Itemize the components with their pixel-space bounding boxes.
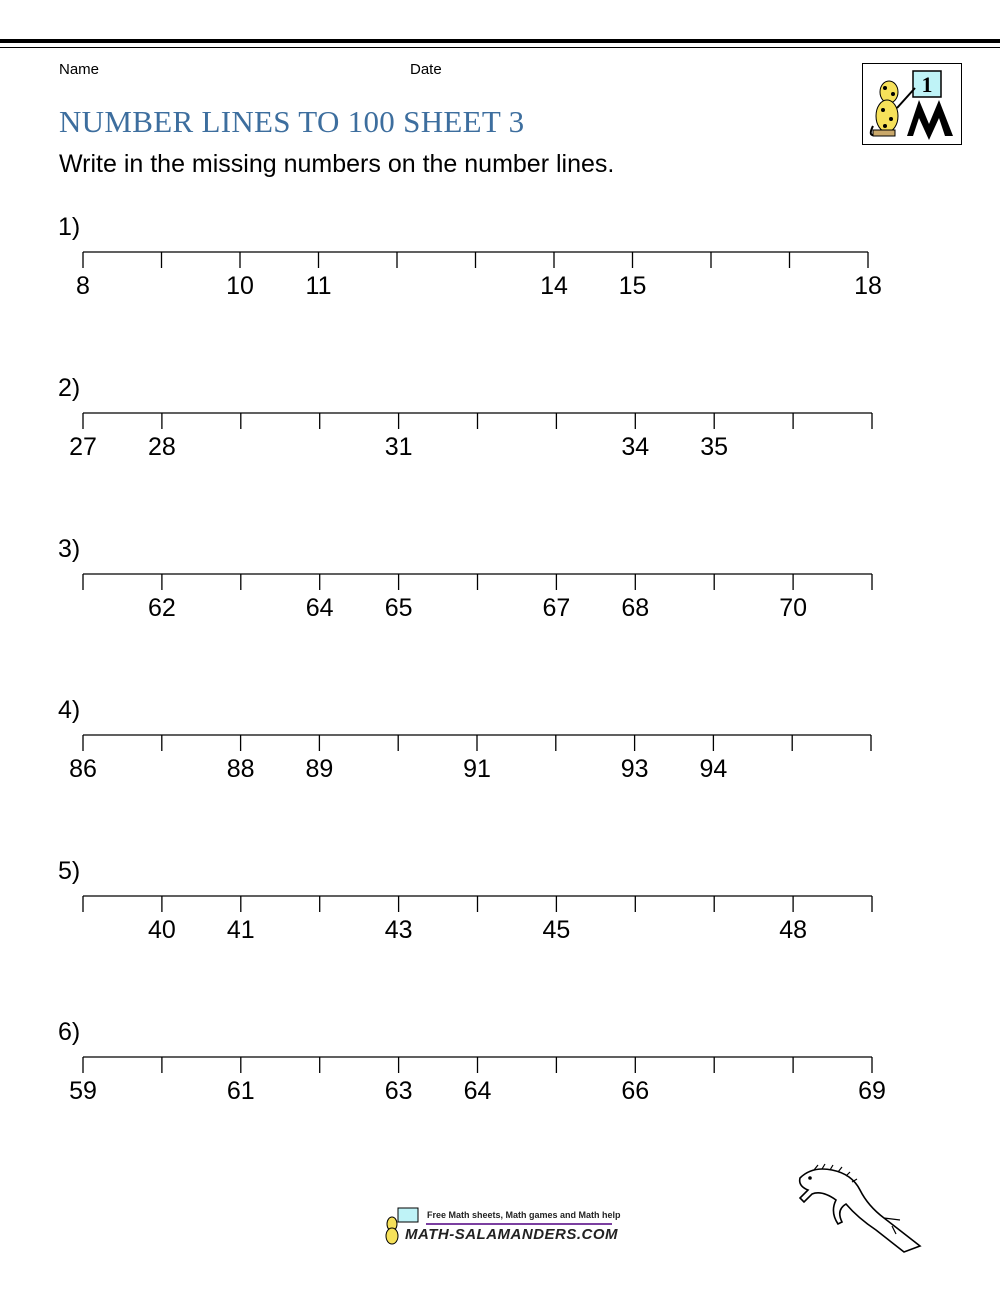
tick-label: 62 [147, 594, 176, 622]
tick-label: 61 [226, 1077, 255, 1105]
tick-label: 63 [384, 1077, 413, 1105]
tick-label: 11 [305, 272, 332, 300]
tick-label: 69 [858, 1077, 886, 1105]
tick-label: 68 [621, 594, 650, 622]
missing-number-blank[interactable] [221, 433, 261, 461]
missing-number-blank[interactable] [300, 1077, 340, 1105]
missing-number-blank[interactable] [142, 272, 182, 300]
tick-label: 93 [620, 755, 649, 783]
tick-label: 35 [700, 433, 729, 461]
tick-label: 64 [463, 1077, 492, 1105]
problem-number: 2) [58, 374, 81, 402]
missing-number-blank[interactable] [852, 916, 892, 944]
tick-label: 18 [854, 272, 882, 300]
missing-number-blank[interactable] [378, 755, 418, 783]
missing-number-blank[interactable] [458, 433, 498, 461]
problem-number: 1) [58, 213, 81, 241]
problem-number: 5) [58, 857, 81, 885]
salamander-teacher-icon [863, 64, 961, 144]
missing-number-blank[interactable] [694, 916, 734, 944]
tick-label: 14 [540, 272, 568, 300]
tick-label: 45 [542, 916, 571, 944]
tick-label: 86 [69, 755, 97, 783]
tick-label: 28 [147, 433, 176, 461]
missing-number-blank[interactable] [536, 755, 576, 783]
missing-number-blank[interactable] [142, 755, 182, 783]
name-label: Name [59, 61, 100, 78]
header-rule-thick [0, 39, 1000, 43]
tick-label: 67 [542, 594, 571, 622]
tick-label: 27 [69, 433, 97, 461]
tick-label: 89 [305, 755, 334, 783]
tick-label: 70 [779, 594, 807, 622]
grade-badge: 1 [921, 72, 933, 97]
missing-number-blank[interactable] [694, 594, 734, 622]
salamander-icon [792, 1160, 927, 1255]
missing-number-blank[interactable] [377, 272, 417, 300]
missing-number-blank[interactable] [221, 594, 261, 622]
tick-label: 65 [384, 594, 413, 622]
missing-number-blank[interactable] [691, 272, 731, 300]
missing-number-blank[interactable] [458, 594, 498, 622]
missing-number-blank[interactable] [300, 916, 340, 944]
missing-number-blank[interactable] [773, 433, 813, 461]
problem-number: 3) [58, 535, 81, 563]
tick-label: 43 [384, 916, 413, 944]
header-rule-thin [0, 47, 1000, 48]
tick-label: 40 [147, 916, 176, 944]
missing-number-blank[interactable] [852, 433, 892, 461]
missing-number-blank[interactable] [852, 594, 892, 622]
tick-label: 94 [699, 755, 728, 783]
footer-site-link[interactable]: MATH-SALAMANDERS.COM [405, 1226, 619, 1243]
tick-label: 48 [779, 916, 807, 944]
tick-label: 8 [76, 272, 90, 300]
tick-label: 66 [621, 1077, 650, 1105]
missing-number-blank[interactable] [851, 755, 891, 783]
missing-number-blank[interactable] [773, 1077, 813, 1105]
grade-logo [862, 63, 962, 145]
missing-number-blank[interactable] [300, 433, 340, 461]
tick-label: 59 [69, 1077, 97, 1105]
missing-number-blank[interactable] [536, 1077, 576, 1105]
tick-label: 34 [621, 433, 650, 461]
problem-number: 4) [58, 696, 81, 724]
tick-label: 88 [226, 755, 255, 783]
problem-number: 6) [58, 1018, 81, 1046]
missing-number-blank[interactable] [694, 1077, 734, 1105]
missing-number-blank[interactable] [63, 916, 103, 944]
date-label: Date [410, 61, 442, 78]
page-title: NUMBER LINES TO 100 SHEET 3 [59, 104, 525, 139]
missing-number-blank[interactable] [63, 594, 103, 622]
missing-number-blank[interactable] [772, 755, 812, 783]
missing-number-blank[interactable] [770, 272, 810, 300]
missing-number-blank[interactable] [142, 1077, 182, 1105]
tick-label: 31 [384, 433, 413, 461]
missing-number-blank[interactable] [536, 433, 576, 461]
missing-number-blank[interactable] [456, 272, 496, 300]
tick-label: 64 [305, 594, 334, 622]
tick-label: 15 [618, 272, 647, 300]
tick-label: 91 [463, 755, 491, 783]
footer-tagline: Free Math sheets, Math games and Math help [427, 1210, 621, 1220]
instructions: Write in the missing numbers on the number lines. [59, 150, 615, 178]
tick-label: 10 [226, 272, 254, 300]
tick-label: 41 [226, 916, 255, 944]
missing-number-blank[interactable] [615, 916, 655, 944]
missing-number-blank[interactable] [458, 916, 498, 944]
